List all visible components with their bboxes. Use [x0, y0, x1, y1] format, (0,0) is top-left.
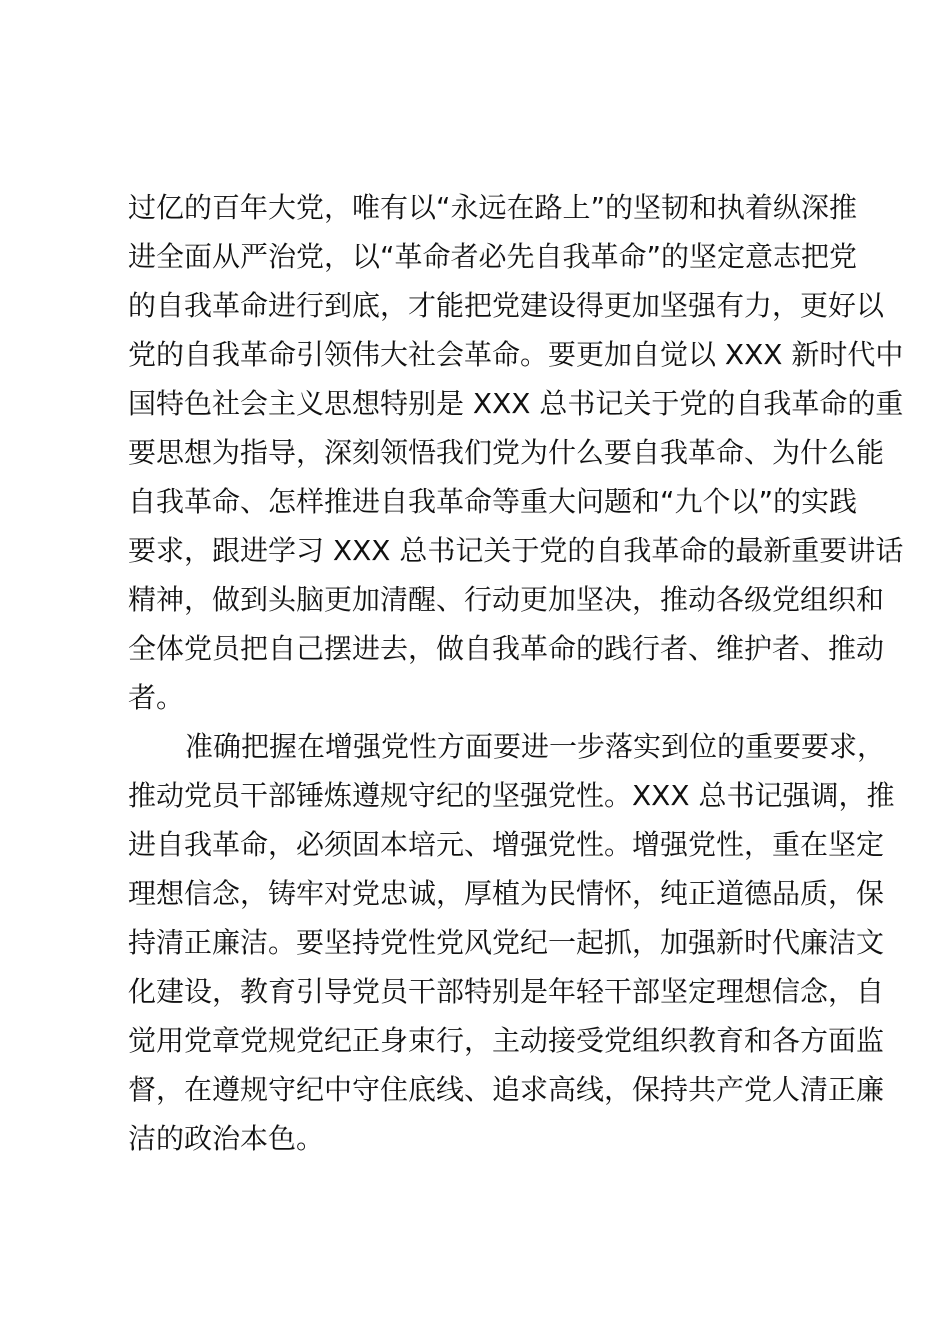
paragraph-line: 化建设，教育引导党员干部特别是年轻干部坚定理想信念，自 [128, 975, 885, 1008]
paragraph-line: 进自我革命，必须固本培元、增强党性。增强党性，重在坚定 [128, 828, 885, 861]
paragraph-line: 推动党员干部锤炼遵规守纪的坚强党性。XXX 总书记强调，推 [128, 779, 895, 812]
paragraph-line: 全体党员把自己摆进去，做自我革命的践行者、维护者、推动 [128, 632, 885, 665]
paragraph-line: 精神，做到头脑更加清醒、行动更加坚决，推动各级党组织和 [128, 583, 885, 616]
paragraph-line: 觉用党章党规党纪正身束行，主动接受党组织教育和各方面监 [128, 1024, 885, 1057]
paragraph-line: 理想信念，铸牢对党忠诚，厚植为民情怀，纯正道德品质，保 [128, 877, 885, 910]
paragraph-line: 督，在遵规守纪中守住底线、追求高线，保持共产党人清正廉 [128, 1073, 885, 1106]
paragraph-line: 国特色社会主义思想特别是 XXX 总书记关于党的自我革命的重 [128, 387, 904, 420]
paragraph-line: 进全面从严治党，以“革命者必先自我革命”的坚定意志把党 [128, 240, 858, 273]
paragraph-line: 自我革命、怎样推进自我革命等重大问题和“九个以”的实践 [128, 485, 858, 518]
paragraph-line: 过亿的百年大党，唯有以“永远在路上”的坚韧和执着纵深推 [128, 191, 858, 224]
paragraph-line: 党的自我革命引领伟大社会革命。要更加自觉以 XXX 新时代中 [128, 338, 904, 371]
paragraph-line: 者。 [128, 681, 185, 714]
paragraph-2 [128, 722, 895, 1163]
paragraph-line: 的自我革命进行到底，才能把党建设得更加坚强有力，更好以 [128, 289, 885, 322]
paragraph-line: 准确把握在增强党性方面要进一步落实到位的重要要求， [185, 730, 886, 763]
paragraph-line: 要思想为指导，深刻领悟我们党为什么要自我革命、为什么能 [128, 436, 885, 469]
paragraph-line: 持清正廉洁。要坚持党性党风党纪一起抓，加强新时代廉洁文 [128, 926, 885, 959]
paragraph-1 [128, 183, 904, 722]
paragraph-line: 要求，跟进学习 XXX 总书记关于党的自我革命的最新重要讲话 [128, 534, 904, 567]
document-body [128, 183, 904, 1163]
paragraph-line: 洁的政治本色。 [128, 1122, 325, 1155]
